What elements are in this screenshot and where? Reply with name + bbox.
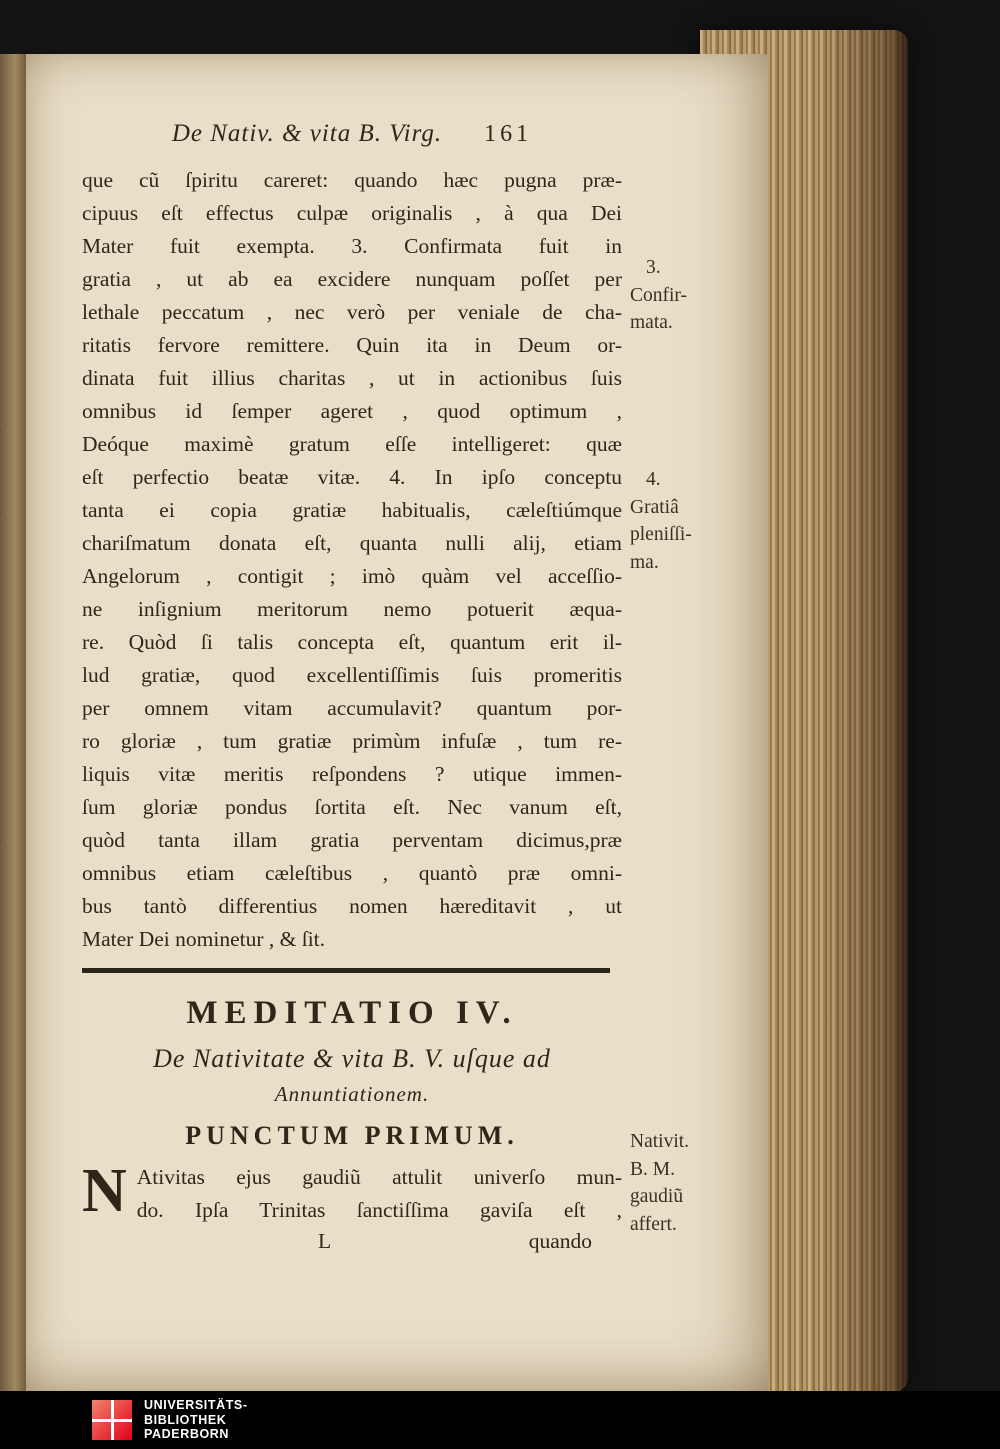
body-line: Mater fuit exempta. 3. Confirmata fuit in xyxy=(82,234,622,258)
margin-note-line: ma. xyxy=(630,551,659,573)
margin-note-line: Gratiâ xyxy=(630,496,679,518)
meditation-section xyxy=(82,995,622,1262)
meditation-line: do. Ipſa Trinitas ſanctiſſima gaviſa eſt , xyxy=(136,1198,622,1222)
body-line: bus tantò differentius nomen hæreditavit , ut xyxy=(82,894,622,918)
body-line: Deóque maximè gratum eſſe intelligeret: quæ xyxy=(82,432,622,456)
margin-note-line: 3. xyxy=(646,257,661,278)
body-line: lethale peccatum , nec verò per veniale de cha- xyxy=(82,300,622,324)
footer xyxy=(0,1391,1000,1449)
body-line: ne inſignium meritorum nemo potuerit æqua- xyxy=(82,597,622,621)
page-foot-line xyxy=(82,1229,622,1262)
margin-note-nativitas xyxy=(630,1128,762,1238)
body-line: ritatis fervore remittere. Quin ita in Deum or- xyxy=(82,333,622,357)
body-line: omnibus etiam cæleſtibus , quantò præ omni- xyxy=(82,861,622,885)
catchword: quando xyxy=(528,1229,592,1253)
library-name-line: BIBLIOTHEK xyxy=(144,1412,227,1427)
body-line: liquis vitæ meritis reſpondens ? utique immen- xyxy=(82,762,622,786)
meditation-line: Ativitas ejus gaudiũ attulit univerſo mun- xyxy=(136,1165,622,1189)
library-name-line: UNIVERSITÄTS- xyxy=(144,1398,248,1413)
body-line: gratia , ut ab ea excidere nunquam poſſet per xyxy=(82,267,622,291)
margin-note-gratia-plenissima xyxy=(630,466,762,576)
body-line: eſt perfectio beatæ vitæ. 4. In ipſo conceptu xyxy=(82,465,622,489)
edge-glyph xyxy=(0,226,27,308)
meditation-subtitle-2: Annuntiationem. xyxy=(274,1082,430,1106)
body-line: cipuus eſt effectus culpæ originalis , à qua Dei xyxy=(82,201,622,225)
edge-glyph xyxy=(0,554,27,636)
body-line: dinata fuit illius charitas , ut in actionibus ſuis xyxy=(82,366,622,390)
meditation-subtitle: De Nativitate & vita B. V. uſque ad xyxy=(153,1044,551,1073)
edge-glyph xyxy=(0,472,27,554)
body-line: chariſmatum donata eſt, quanta nulli alij, etiam xyxy=(82,531,622,555)
body-line: Angelorum , contigit ; imò quàm vel acceſſio- xyxy=(82,564,622,588)
margin-note-line: Confir- xyxy=(630,284,688,306)
meditation-heading: MEDITATIO IV. xyxy=(186,995,518,1031)
body-line: que cũ ſpiritu careret: quando hæc pugna præ- xyxy=(82,168,622,192)
body-line: ro gloriæ , tum gratiæ primùm infuſæ , tum re- xyxy=(82,729,622,753)
margin-note-line: pleniſſi- xyxy=(630,524,692,545)
body-line: omnibus id ſemper ageret , quod optimum , xyxy=(82,399,622,423)
book-page xyxy=(26,54,768,1392)
body-line: re. Quòd ſi talis concepta eſt, quantum erit il- xyxy=(82,630,622,654)
edge-glyph xyxy=(0,718,27,800)
punctum-heading: PUNCTUM PRIMUM. xyxy=(185,1121,519,1150)
body-line: lud gratiæ, quod excellentiſſimis ſuis promeritis xyxy=(82,663,622,687)
margin-note-line: gaudiũ xyxy=(630,1186,684,1207)
edge-glyph xyxy=(0,882,27,964)
margin-note-line: mata. xyxy=(630,312,673,333)
ub-paderborn-logo xyxy=(92,1400,132,1440)
body-line: tanta ei copia gratiæ habitualis, cæleſtiúmque xyxy=(82,498,622,522)
margin-note-line: Nativit. xyxy=(630,1131,690,1152)
body-line: ſum gloriæ pondus ſortita eſt. Nec vanum eſt, xyxy=(82,795,622,819)
edge-glyph xyxy=(0,636,27,718)
meditation-paragraph xyxy=(82,1157,622,1227)
meditation-lines xyxy=(82,1157,622,1227)
library-name-line: PADERBORN xyxy=(144,1427,230,1442)
margin-note-line: affert. xyxy=(630,1213,677,1235)
running-title: De Nativ. & vita B. Virg. xyxy=(171,120,443,147)
margin-note-confirmata xyxy=(630,254,762,337)
margin-note-line: 4. xyxy=(646,469,661,490)
page-header xyxy=(82,120,622,148)
section-divider xyxy=(82,968,610,973)
margin-note-line: B. M. xyxy=(630,1158,675,1180)
facing-page-edge xyxy=(0,54,27,1392)
page-number: 161 xyxy=(484,121,533,147)
body-line: Mater Dei nominetur , & ſit. xyxy=(82,927,326,951)
body-text xyxy=(82,164,622,956)
body-line: quòd tanta illam gratia perventam dicimus,præ xyxy=(82,828,622,852)
library-name xyxy=(144,1398,248,1442)
edge-glyph xyxy=(0,800,27,882)
edge-glyph xyxy=(0,308,27,390)
edge-glyph xyxy=(0,390,27,472)
body-line: per omnem vitam accumulavit? quantum por- xyxy=(82,696,622,720)
gathering-signature: L xyxy=(318,1229,332,1253)
drop-cap: N xyxy=(82,1157,127,1225)
edge-glyph xyxy=(0,144,27,226)
edge-glyphs xyxy=(0,54,27,964)
